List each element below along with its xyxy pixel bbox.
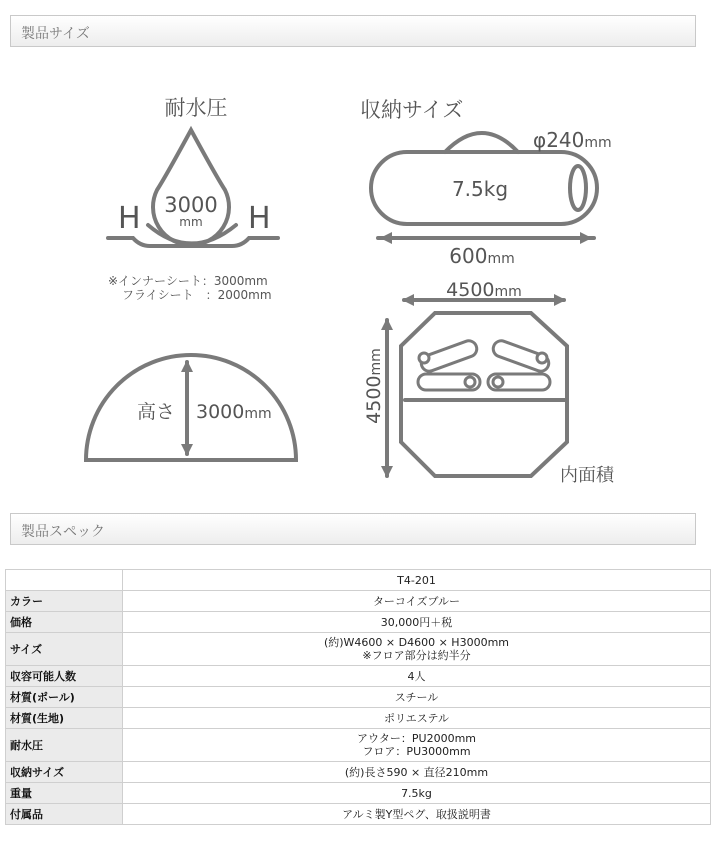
height-value: 3000mm <box>196 401 272 423</box>
spec-label: 付属品 <box>6 804 123 825</box>
spec-value <box>123 762 711 783</box>
bag-length: 600mm <box>449 244 515 268</box>
spec-value-line: 4人 <box>407 669 426 683</box>
spec-value <box>123 687 711 708</box>
spec-label: 収容可能人数 <box>6 666 123 687</box>
drop-unit: mm <box>179 215 203 229</box>
spec-row <box>6 783 711 804</box>
spec-header-blank <box>6 570 123 591</box>
spec-label: 材質(ポール) <box>6 687 123 708</box>
sleeping-bags-icon <box>418 339 551 390</box>
spec-row <box>6 591 711 612</box>
spec-value <box>123 612 711 633</box>
section-header-size <box>10 15 696 47</box>
spec-row <box>6 762 711 783</box>
spec-value-line: アルミ製Y型ペグ、取扱説明書 <box>342 807 491 821</box>
section-title-spec: 製品スペック <box>21 524 105 540</box>
spec-label: 収納サイズ <box>6 762 123 783</box>
note-inner: ※インナーシート：3000mm <box>108 274 268 288</box>
spec-label: サイズ <box>6 633 123 666</box>
spec-label: カラー <box>6 591 123 612</box>
floor-plan-icon <box>401 313 567 476</box>
storage-title: 収納サイズ <box>360 98 464 122</box>
spec-value <box>123 633 711 666</box>
product-size-diagram <box>0 60 720 500</box>
spec-value-line: ポリエステル <box>383 711 449 725</box>
waterproof-title: 耐水圧 <box>164 96 228 120</box>
section-header-spec <box>10 513 696 545</box>
spec-header-row <box>6 570 711 591</box>
spec-value-line: (約)W4600 × D4600 × H3000mm <box>323 636 510 649</box>
drop-h-left: H <box>118 201 141 236</box>
spec-value-line: フロア：PU3000mm <box>362 745 471 758</box>
bag-handle <box>445 133 518 152</box>
spec-label: 耐水圧 <box>6 729 123 762</box>
spec-row <box>6 708 711 729</box>
spec-row <box>6 687 711 708</box>
height-label: 高さ <box>137 401 176 423</box>
spec-value-line: 7.5kg <box>401 786 432 800</box>
spec-row <box>6 612 711 633</box>
drop-value: 3000 <box>164 193 218 217</box>
spec-row <box>6 666 711 687</box>
spec-value-line: アウター：PU2000mm <box>357 732 476 745</box>
bag-weight: 7.5kg <box>451 177 509 201</box>
section-title-size: 製品サイズ <box>21 26 90 42</box>
drop-h-right: H <box>248 201 271 236</box>
spec-value <box>123 708 711 729</box>
spec-value-line: スチール <box>394 690 439 704</box>
spec-value-line: (約)長さ590 × 直径210mm <box>344 765 489 779</box>
bag-end-icon <box>570 166 586 210</box>
spec-row <box>6 804 711 825</box>
spec-value <box>123 729 711 762</box>
spec-value-line: ターコイズブルー <box>372 594 461 608</box>
spec-model: T4-201 <box>123 570 711 591</box>
diameter-value: φ240mm <box>533 128 612 152</box>
spec-value-line: ※フロア部分は約半分 <box>362 649 471 662</box>
spec-table <box>5 569 711 825</box>
spec-value <box>123 591 711 612</box>
depth-value: 4500mm <box>363 348 385 424</box>
spec-label: 材質(生地) <box>6 708 123 729</box>
spec-value <box>123 783 711 804</box>
spec-value-line: 30,000円＋税 <box>380 615 453 629</box>
spec-value <box>123 666 711 687</box>
area-label: 内面積 <box>560 465 614 486</box>
spec-row <box>6 729 711 762</box>
spec-value <box>123 804 711 825</box>
width-value: 4500mm <box>446 279 522 301</box>
note-fly: フライシート ：2000mm <box>122 288 272 302</box>
spec-label: 重量 <box>6 783 123 804</box>
spec-row <box>6 633 711 666</box>
spec-label: 価格 <box>6 612 123 633</box>
